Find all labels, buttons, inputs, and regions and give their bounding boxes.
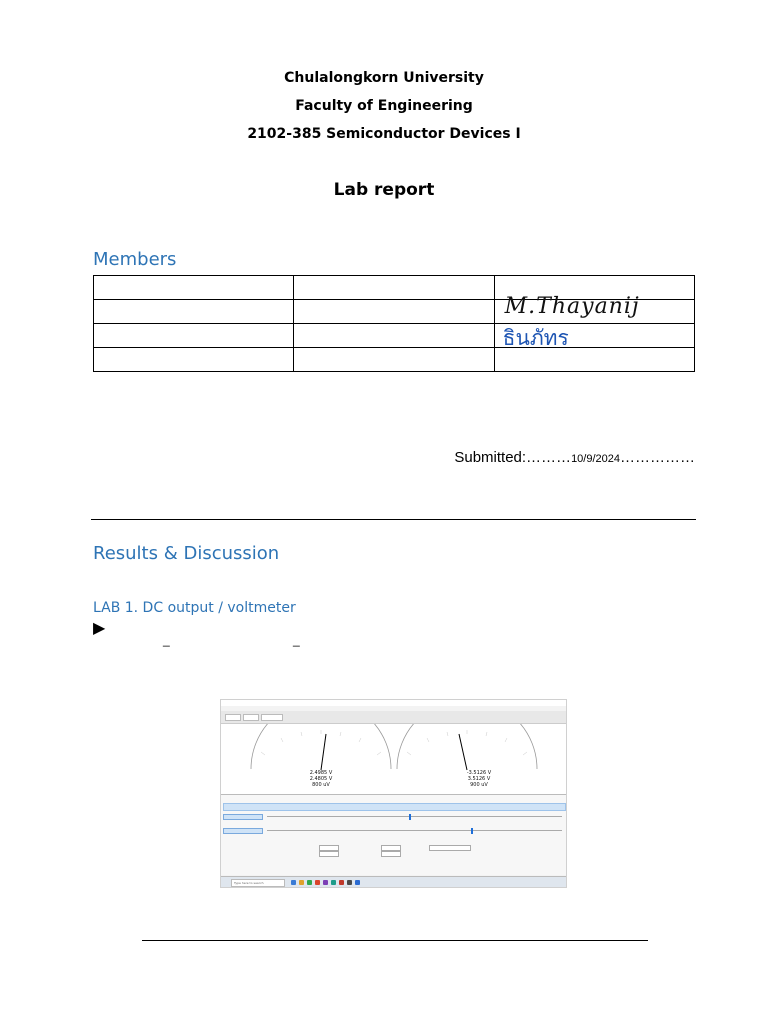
toolbar-button (261, 714, 283, 721)
submitted-trail: …………… (620, 449, 695, 466)
blank-dash: _ (293, 633, 300, 647)
table-cell (94, 300, 294, 324)
members-heading: Members (93, 249, 177, 270)
table-cell (494, 348, 694, 372)
right-current: 900 uV (470, 782, 488, 788)
report-title: Lab report (333, 180, 435, 200)
table-cell (94, 324, 294, 348)
submitted-label: Submitted:……… (454, 449, 572, 466)
submitted-line (454, 449, 695, 466)
app-icon (347, 880, 352, 885)
left-voltage-2: 2.4805 V (309, 776, 333, 782)
meter-panel (221, 724, 566, 795)
faculty-name: Faculty of Engineering (295, 98, 473, 114)
section-divider (91, 519, 696, 520)
table-cell (94, 276, 294, 300)
analog-meters-graphic (221, 724, 566, 794)
settings-field (429, 845, 471, 851)
table-cell (494, 294, 694, 324)
app-icon (355, 880, 360, 885)
right-meter-readout (459, 770, 499, 788)
course-title: 2102-385 Semiconductor Devices I (247, 126, 521, 142)
positive-supply-slider (223, 814, 564, 820)
settings-field (381, 851, 401, 857)
app-icon (291, 880, 296, 885)
toolbar-button (225, 714, 241, 721)
table-cell (294, 300, 494, 324)
university-name: Chulalongkorn University (284, 70, 484, 86)
signature-thai: ธินภัทร (502, 326, 569, 350)
voltmeter-screenshot (220, 699, 567, 888)
signature-latin: M.Thayanij (504, 294, 640, 319)
members-table (93, 275, 695, 372)
left-meter-readout (301, 770, 341, 788)
settings-field (319, 851, 339, 857)
app-icon (315, 880, 320, 885)
taskbar-search: Type here to search (231, 879, 285, 887)
screenshot-toolbar (221, 711, 566, 724)
taskbar (221, 876, 566, 888)
source-header-bar (223, 803, 566, 811)
table-row (94, 300, 695, 324)
bullet-arrow-icon: ▶ (93, 620, 106, 637)
app-icon (299, 880, 304, 885)
right-voltage-2: 3.5126 V (467, 776, 491, 782)
blank-dash: _ (163, 633, 170, 647)
slider-thumb (409, 814, 411, 820)
table-row (94, 324, 695, 348)
table-cell (294, 276, 494, 300)
app-icon (339, 880, 344, 885)
right-voltage: -3.5126 V (466, 770, 492, 776)
app-icon (307, 880, 312, 885)
table-cell (494, 324, 694, 348)
negative-supply-slider (223, 828, 564, 834)
signature-line (142, 940, 648, 941)
table-cell (294, 324, 494, 348)
table-cell (294, 348, 494, 372)
left-current: 800 uV (312, 782, 330, 788)
app-icon (331, 880, 336, 885)
results-heading: Results & Discussion (93, 543, 280, 564)
table-row (94, 348, 695, 372)
lab1-heading: LAB 1. DC output / voltmeter (93, 600, 296, 616)
left-voltage: 2.4985 V (309, 770, 333, 776)
toolbar-button (243, 714, 259, 721)
submitted-date: 10/9/2024 (571, 453, 620, 465)
app-icon (323, 880, 328, 885)
source-panel (221, 795, 566, 875)
slider-thumb (471, 828, 473, 834)
table-cell (94, 348, 294, 372)
